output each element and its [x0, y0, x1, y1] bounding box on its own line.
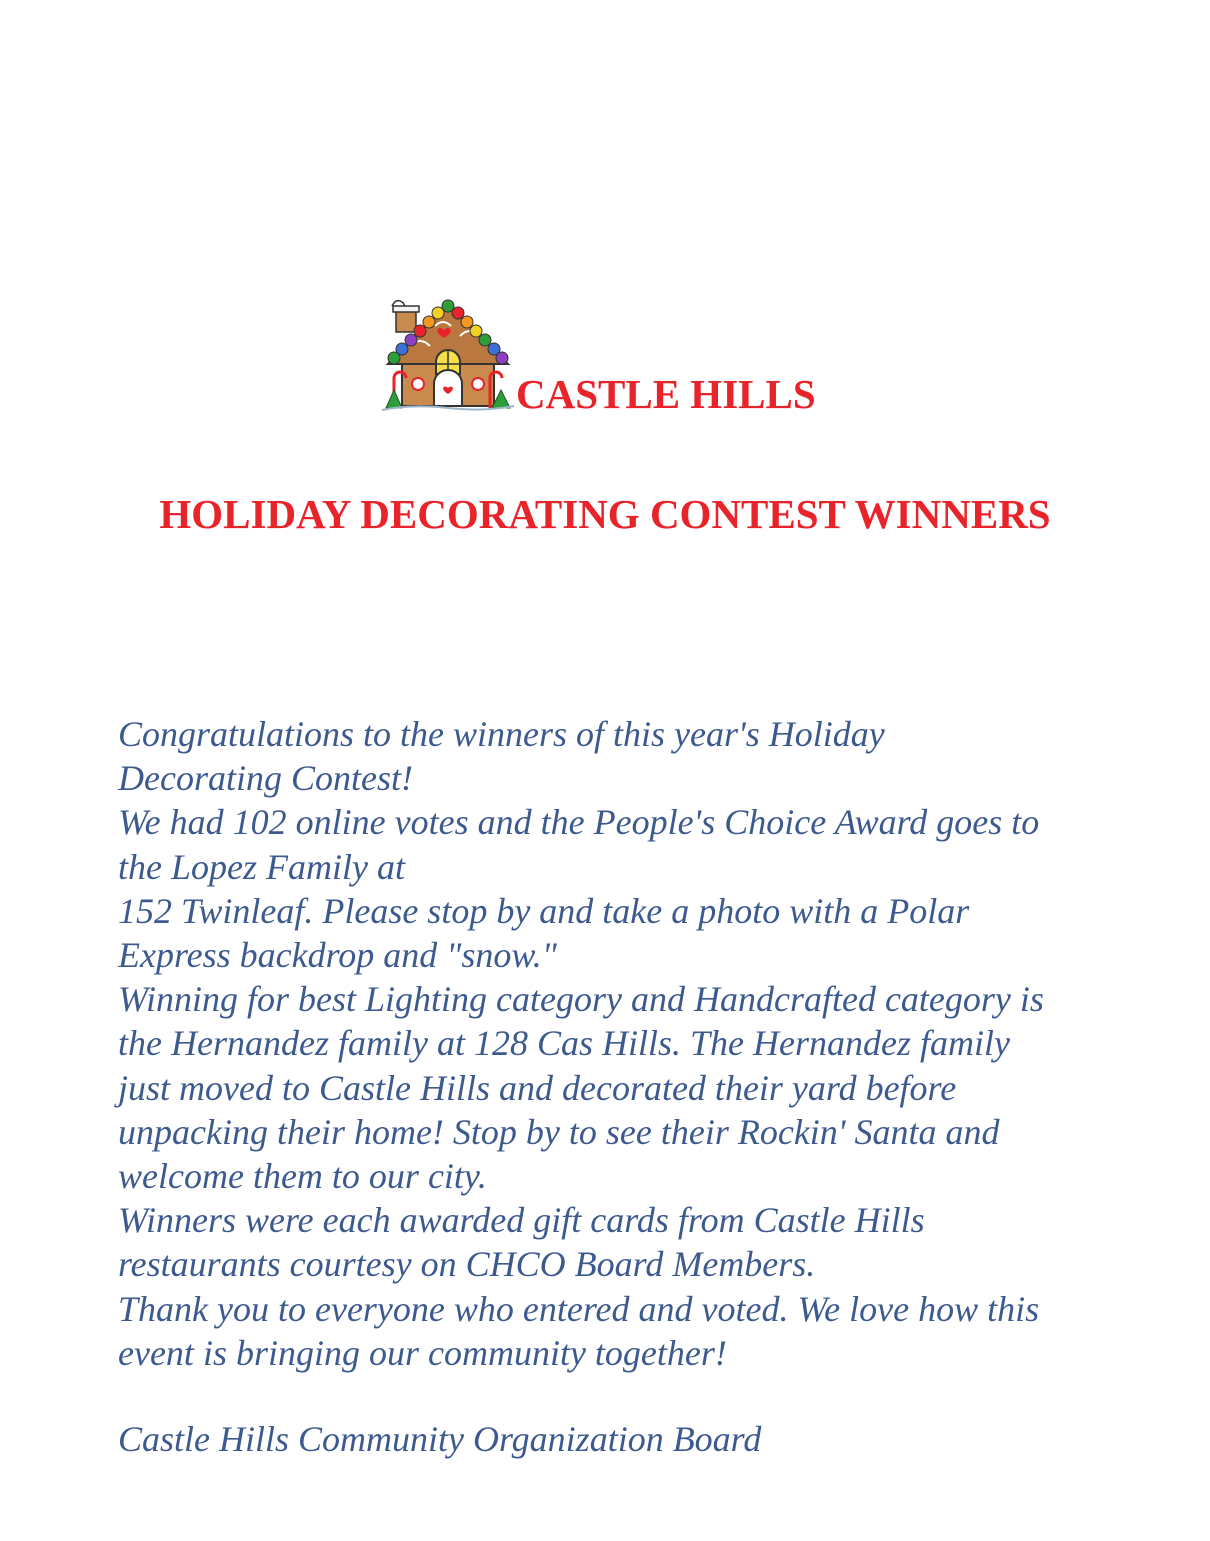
body-line: just moved to Castle Hills and decorated their yard before [118, 1067, 957, 1108]
body-line: 152 Twinleaf. Please stop by and take a photo with a Polar [118, 890, 970, 931]
signature: Castle Hills Community Organization Board [118, 1419, 762, 1459]
page-title: HOLIDAY DECORATING CONTEST WINNERS [159, 491, 1051, 537]
announcement-body [118, 712, 1118, 1375]
body-line: unpacking their home! Stop by to see their Rockin' Santa and [118, 1111, 1000, 1152]
body-line: Winners were each awarded gift cards from Castle Hills [118, 1200, 925, 1241]
brand-name: CASTLE HILLS [516, 371, 816, 417]
body-line: Express backdrop and "snow." [118, 935, 557, 976]
body-line: Winning for best Lighting category and Handcrafted category is [118, 979, 1044, 1020]
header [380, 296, 860, 416]
body-line: Decorating Contest! [118, 758, 413, 799]
gingerbread-house-icon [380, 296, 515, 414]
body-line: We had 102 online votes and the People's Choice Award goes to [118, 802, 1040, 843]
body-line: Thank you to everyone who entered and voted. We love how this [118, 1288, 1040, 1329]
body-line: the Hernandez family at 128 Cas Hills. The Hernandez family [118, 1023, 1010, 1064]
body-line: restaurants courtesy on CHCO Board Members. [118, 1244, 816, 1285]
body-line: welcome them to our city. [118, 1156, 487, 1197]
body-line: Congratulations to the winners of this year's Holiday [118, 714, 885, 754]
body-line: the Lopez Family at [118, 846, 405, 887]
body-line: event is bringing our community together! [118, 1332, 727, 1373]
